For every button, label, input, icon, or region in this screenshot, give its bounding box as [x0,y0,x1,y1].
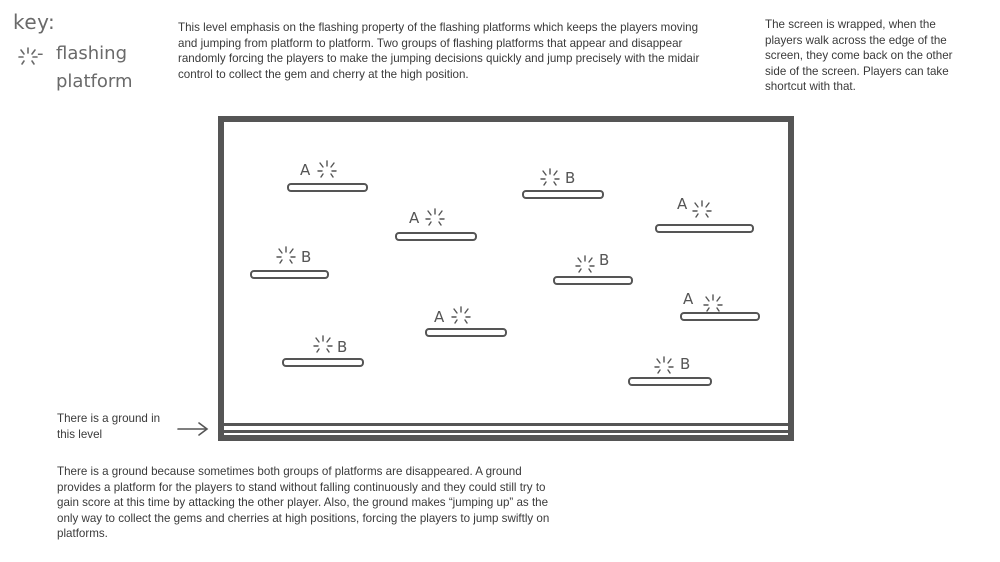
description-wrap: The screen is wrapped, when the players walk across the edge of the screen, they come back on the other side of the screen. Players can take shortcut with that. [765,18,953,94]
legend-label-line1: flashing [56,43,127,64]
ground-note: There is a ground in this level [57,412,161,441]
platform-group-label: B [301,248,312,266]
platform-group-label: B [565,169,576,187]
platform-group-label: A [300,161,311,179]
flash-icon [274,246,298,266]
platform [395,232,477,241]
flash-icon [423,208,447,228]
platform-group-label: B [599,251,610,269]
platform [287,183,368,192]
legend-label-line2: platform [56,71,133,92]
platform [553,276,633,285]
flash-icon [311,335,335,355]
key-dash: - [37,43,44,64]
flash-icon [315,160,339,180]
platform [282,358,364,367]
platform [425,328,507,337]
flash-icon [573,255,597,275]
platform-group-label: A [677,195,688,213]
platform [655,224,754,233]
platform-group-label: B [337,338,348,356]
platform [522,190,604,199]
flash-icon [538,168,562,188]
flash-icon [690,200,714,220]
platform [628,377,712,386]
platform-group-label: A [409,209,420,227]
platform [250,270,329,279]
arrow-right-icon [176,420,210,438]
flash-icon [449,306,473,326]
level-frame [218,116,794,441]
platform-group-label: A [434,308,445,326]
key-title: key: [13,10,56,34]
description-top: This level emphasis on the flashing property of the flashing platforms which keeps the players moving and jumping from platform to platform. Two groups of flashing platforms that appear and disappear randomly forcing the players to make the jumping decisions quickly and jump precisely with the midair control to collect the gem and cherry at the high position. [178,21,700,81]
flash-icon [652,356,676,376]
ground [224,423,788,433]
description-ground: There is a ground because sometimes both groups of platforms are disappeared. A ground provides a platform for the players to stand without falling continuously and they could still try to gain score at this time by attacking the other player. Also, the ground makes “jumping up” as the only way to collect the gems and cherries at high positions, forcing the players to jump swiftly on platforms. [57,465,550,541]
platform-group-label: B [680,355,691,373]
platform-group-label: A [683,290,694,308]
flash-icon [701,294,725,314]
